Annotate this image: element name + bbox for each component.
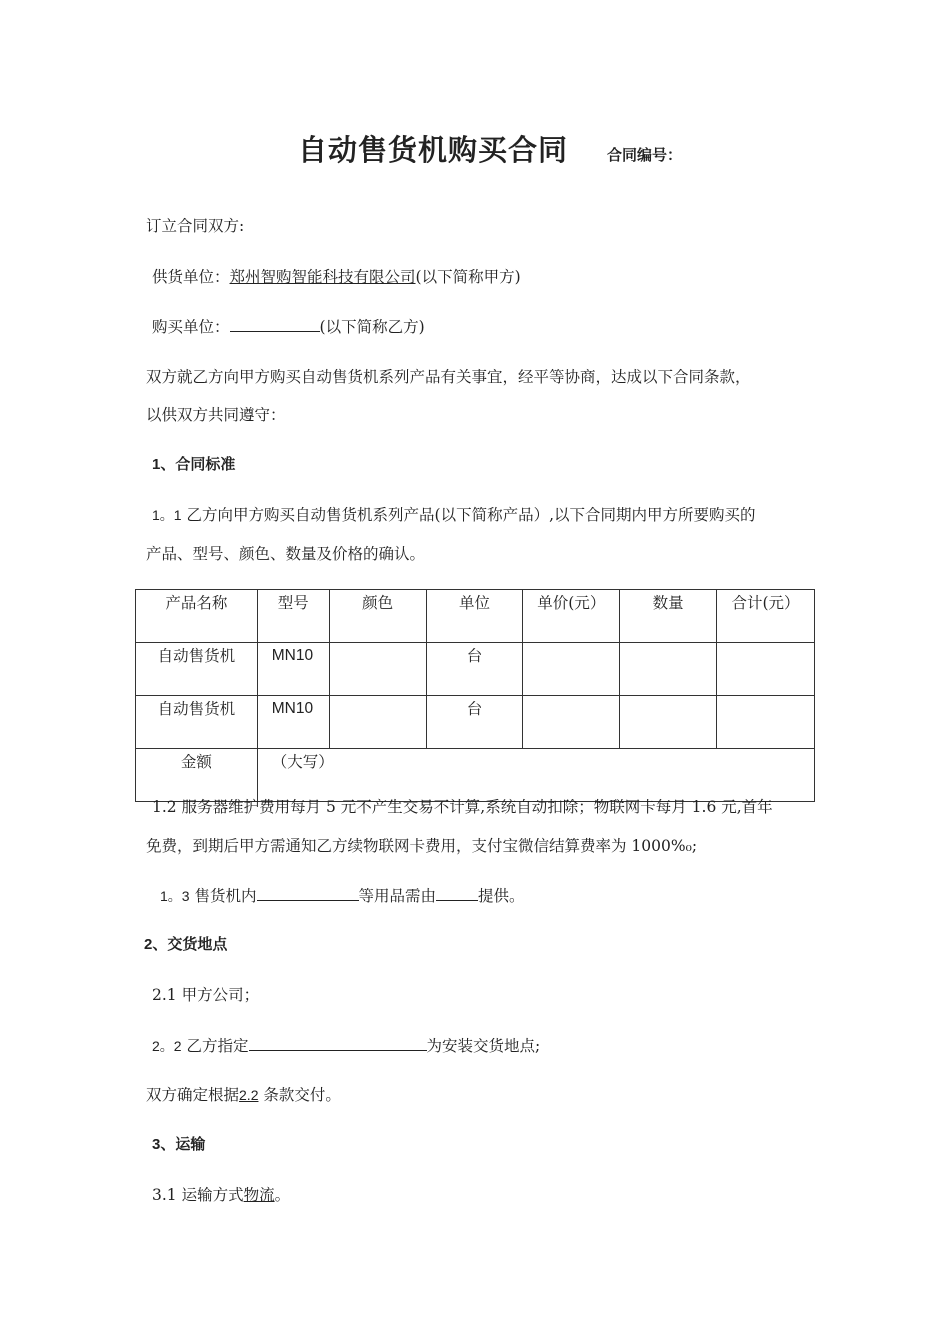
table-cell — [717, 643, 815, 696]
clause-2-1: 2.1 甲方公司； — [152, 986, 260, 1004]
parties-intro: 订立合同双方: — [146, 217, 245, 235]
clause-1-3-text-a: 售货机内 — [194, 887, 257, 905]
clause-1-3-number: 1。3 — [160, 888, 190, 904]
clause-1-1-number: 1。1 — [152, 507, 182, 523]
table-header-cell: 产品名称 — [136, 590, 258, 643]
supplier-name: 郑州智购智能科技有限公司 — [229, 268, 416, 286]
clause-1-1-text: 乙方向甲方购买自动售货机系列产品(以下简称产品）,以下合同期内甲方所要购买的 — [186, 506, 756, 524]
table-cell — [329, 643, 426, 696]
table-header-cell: 单位 — [426, 590, 523, 643]
table-cell: MN10 — [257, 696, 329, 749]
table-cell — [620, 643, 717, 696]
clause-1-3 — [160, 885, 525, 906]
table-row — [136, 643, 815, 696]
confirm-text-b: 条款交付。 — [263, 1086, 341, 1104]
table-cell — [717, 696, 815, 749]
preamble-line-2: 以供双方共同遵守： — [146, 406, 286, 424]
product-table — [135, 589, 815, 802]
supplier-suffix: (以下简称甲方) — [415, 268, 521, 286]
clause-1-3-text-b: 等用品需由 — [358, 887, 437, 905]
table-cell — [523, 643, 620, 696]
delivery-location-blank — [249, 1035, 427, 1051]
buyer-name-blank — [230, 316, 320, 332]
supplier-label: 供货单位： — [152, 268, 230, 286]
table-cell: 台 — [426, 643, 523, 696]
section-3-heading: 3、运输 — [152, 1136, 206, 1153]
buyer-suffix: (以下简称乙方) — [319, 318, 425, 336]
confirm-clause-ref: 2.2 — [239, 1087, 259, 1103]
table-cell: MN10 — [257, 643, 329, 696]
provider-blank — [436, 885, 478, 901]
supplies-blank — [257, 885, 359, 901]
clause-3-1-text: 3.1 运输方式 — [152, 1186, 244, 1204]
clause-1-1-line-1 — [152, 505, 756, 525]
contract-number-label: 合同编号： — [607, 146, 683, 164]
clause-1-3-text-c: 提供。 — [478, 887, 525, 905]
table-row — [136, 696, 815, 749]
section-2-heading: 2、交货地点 — [144, 936, 228, 953]
total-amount-cell: （大写） — [257, 749, 814, 802]
clause-2-2 — [152, 1035, 540, 1056]
clause-2-2-number: 2。2 — [152, 1038, 182, 1054]
document-title: 自动售货机购买合同 — [298, 133, 569, 167]
table-header-cell: 单价(元） — [523, 590, 620, 643]
buyer-label: 购买单位： — [152, 318, 230, 336]
clause-2-2-text-a: 乙方指定 — [186, 1037, 249, 1055]
clause-1-2-line-1: 1.2 服务器维护费用每月 5 元不产生交易不计算,系统自动扣除；物联网卡每月 1.6 元,首年 — [152, 798, 773, 816]
table-cell: 台 — [426, 696, 523, 749]
table-cell — [329, 696, 426, 749]
table-total-row — [136, 749, 815, 802]
table-header-cell: 颜色 — [329, 590, 426, 643]
table-cell: 自动售货机 — [136, 643, 258, 696]
delivery-confirm-line — [146, 1085, 341, 1105]
section-1-heading: 1、合同标准 — [152, 456, 236, 473]
clause-3-1-end: 。 — [274, 1186, 291, 1204]
total-label: 金额 — [136, 749, 258, 802]
supplier-line — [152, 267, 521, 287]
clause-1-1-line-2: 产品、型号、颜色、数量及价格的确认。 — [146, 545, 426, 563]
table-cell: 自动售货机 — [136, 696, 258, 749]
clause-1-2-line-2: 免费，到期后甲方需通知乙方续物联网卡费用，支付宝微信结算费率为 1000%₀; — [146, 837, 698, 855]
table-header-cell: 数量 — [620, 590, 717, 643]
table-cell — [523, 696, 620, 749]
clause-3-1 — [152, 1185, 290, 1205]
preamble-line-1: 双方就乙方向甲方购买自动售货机系列产品有关事宜，经平等协商，达成以下合同条款， — [146, 368, 751, 386]
table-cell — [620, 696, 717, 749]
buyer-line — [152, 316, 425, 337]
transport-method: 物流 — [243, 1186, 275, 1204]
table-header-row — [136, 590, 815, 643]
table-header-cell: 型号 — [257, 590, 329, 643]
confirm-text-a: 双方确定根据 — [146, 1086, 240, 1104]
table-header-cell: 合计(元） — [717, 590, 815, 643]
clause-2-2-text-b: 为安装交货地点; — [426, 1037, 541, 1055]
